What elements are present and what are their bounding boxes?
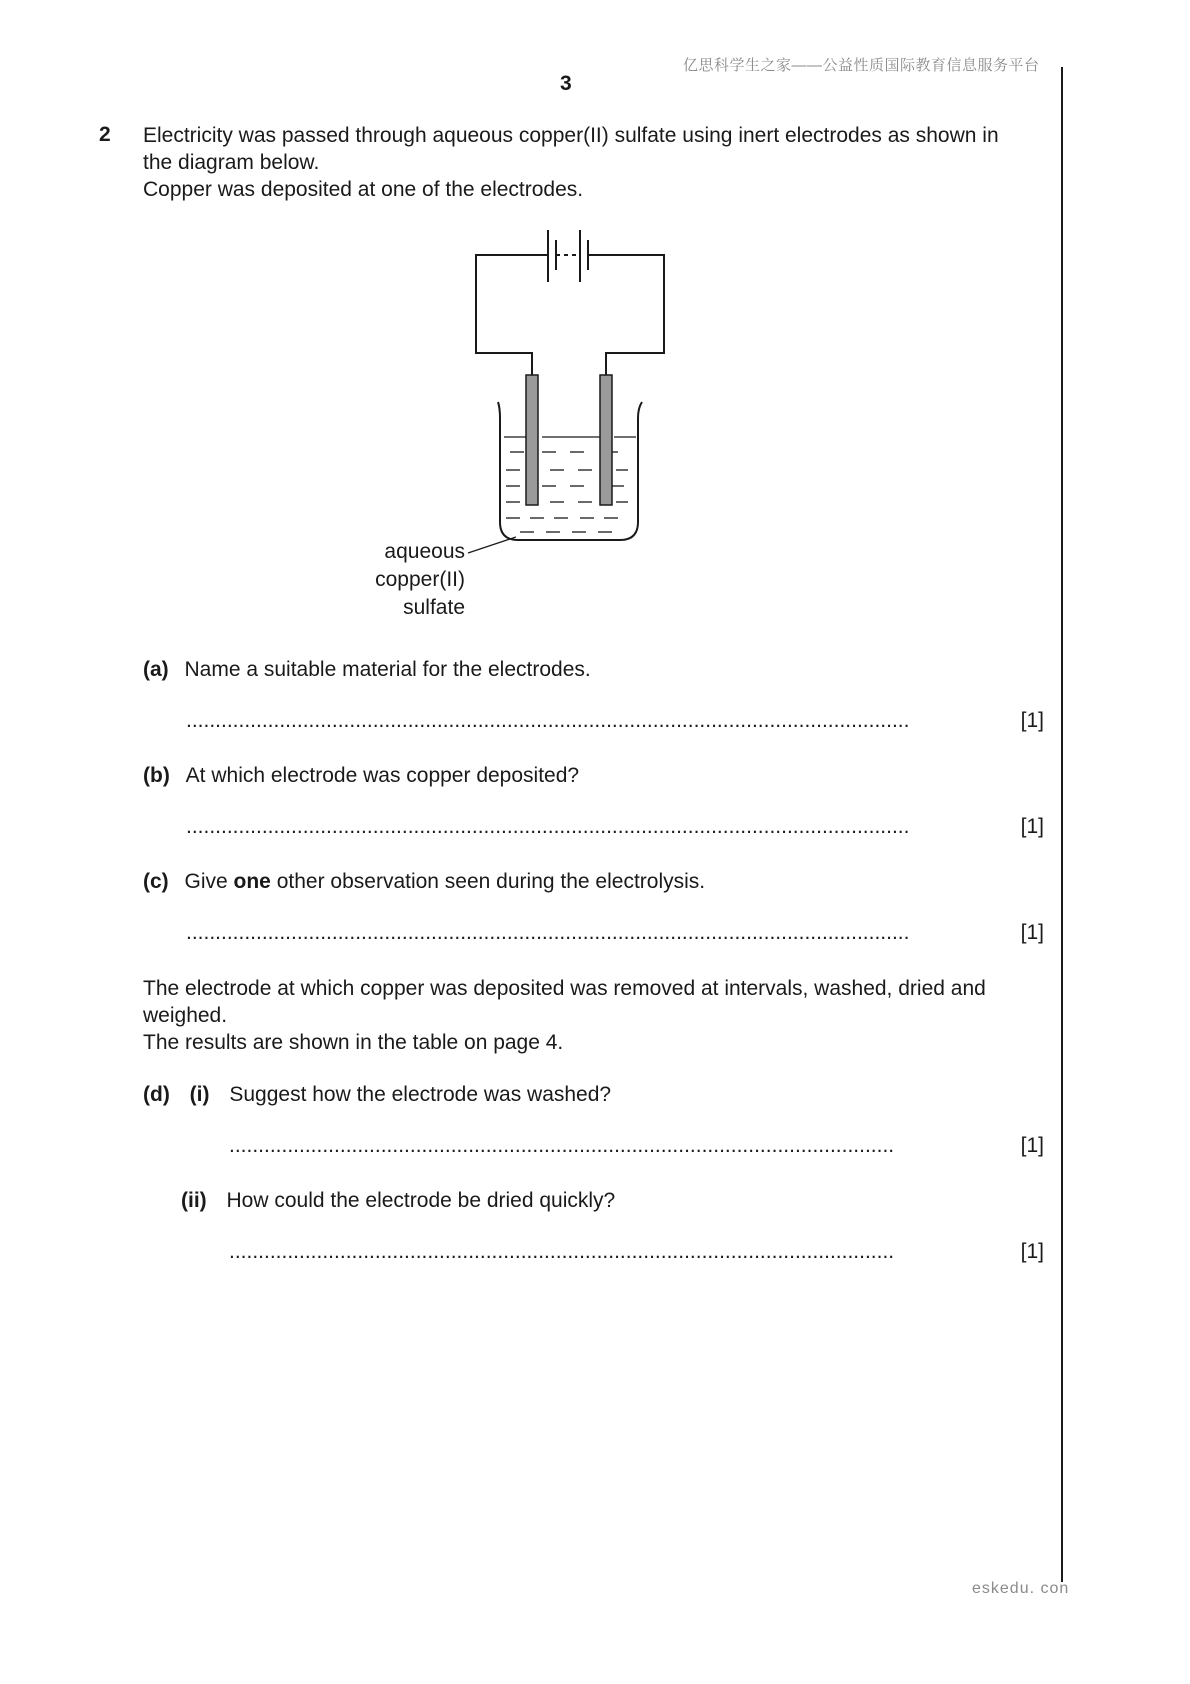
answer-dots-a: ............................................................................................................................ xyxy=(186,709,910,732)
part-c-text-after: other observation seen during the electrolysis. xyxy=(270,870,706,893)
answer-line-d-i[interactable] xyxy=(229,1134,1044,1158)
part-a xyxy=(143,656,591,683)
label-pointer-line xyxy=(466,530,516,560)
question-number: 2 xyxy=(99,123,111,146)
beaker xyxy=(498,402,642,540)
electrolyte-label-line-1: aqueous xyxy=(384,540,465,563)
answer-line-c[interactable] xyxy=(186,921,1044,945)
part-d-ii xyxy=(181,1187,615,1214)
circuit-wire-left xyxy=(476,255,532,375)
answer-dots-d-ii: .................................................................................................................. xyxy=(229,1240,895,1263)
part-c-text-bold: one xyxy=(233,870,271,893)
part-c-text-before: Give xyxy=(184,870,234,893)
mark-a: [1] xyxy=(1020,709,1044,732)
page-number: 3 xyxy=(560,72,572,95)
part-d-label: (d) xyxy=(143,1083,170,1106)
electrolysis-diagram xyxy=(470,222,670,542)
answer-dots-c: ............................................................................................................................ xyxy=(186,921,910,944)
margin-line xyxy=(1061,67,1063,1582)
answer-line-a[interactable] xyxy=(186,709,1044,733)
answer-line-b[interactable] xyxy=(186,815,1044,839)
part-d-i xyxy=(143,1081,611,1108)
part-c-label: (c) xyxy=(143,870,169,893)
electrode-left xyxy=(526,375,538,505)
watermark-top: 亿思科学生之家——公益性质国际教育信息服务平台 xyxy=(683,57,1040,74)
mark-d-ii: [1] xyxy=(1020,1240,1044,1263)
mark-c: [1] xyxy=(1020,921,1044,944)
mark-b: [1] xyxy=(1020,815,1044,838)
intro-line-3: Copper was deposited at one of the electrodes. xyxy=(143,178,584,201)
middle-paragraph xyxy=(143,975,1043,1056)
part-b xyxy=(143,762,579,789)
part-b-label: (b) xyxy=(143,764,170,787)
mark-d-i: [1] xyxy=(1020,1134,1044,1157)
answer-dots-b: ............................................................................................................................ xyxy=(186,815,910,838)
part-d-ii-text: How could the electrode be dried quickly? xyxy=(226,1189,616,1212)
middle-line-3: The results are shown in the table on page 4. xyxy=(143,1031,564,1054)
part-c xyxy=(143,868,705,895)
electrolyte-label xyxy=(330,538,465,622)
electrolyte-dashes xyxy=(504,437,636,532)
circuit-wire-right xyxy=(588,255,664,375)
answer-line-d-ii[interactable] xyxy=(229,1240,1044,1264)
part-d-i-label: (i) xyxy=(189,1083,210,1106)
electrolyte-label-line-3: sulfate xyxy=(403,596,465,619)
answer-dots-d-i: .................................................................................................................. xyxy=(229,1134,895,1157)
part-a-label: (a) xyxy=(143,658,169,681)
part-b-text: At which electrode was copper deposited? xyxy=(185,764,580,787)
intro-line-2: the diagram below. xyxy=(143,151,320,174)
watermark-bottom: eskedu. con xyxy=(972,1580,1070,1597)
question-intro xyxy=(143,122,1043,203)
part-d-ii-label: (ii) xyxy=(181,1189,207,1212)
intro-line-1: Electricity was passed through aqueous copper(II) sulfate using inert electrodes as shown in xyxy=(143,124,999,147)
electrode-right xyxy=(600,375,612,505)
part-d-i-text: Suggest how the electrode was washed? xyxy=(229,1083,612,1106)
electrolyte-label-line-2: copper(II) xyxy=(375,568,465,591)
middle-line-1: The electrode at which copper was deposited was removed at intervals, washed, dried and xyxy=(143,977,986,1000)
part-a-text: Name a suitable material for the electrodes. xyxy=(184,658,591,681)
middle-line-2: weighed. xyxy=(143,1004,228,1027)
